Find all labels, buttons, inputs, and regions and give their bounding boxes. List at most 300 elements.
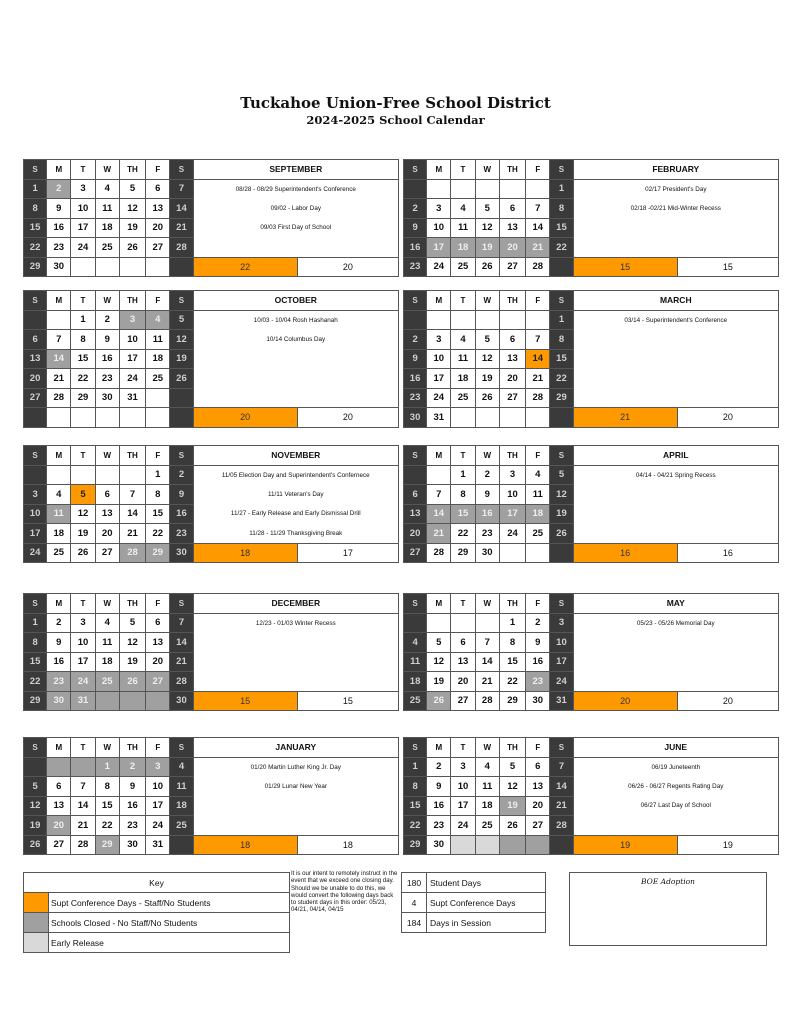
day-cell: 26 (550, 524, 573, 544)
event-text: 06/27 Last Day of School (573, 796, 778, 816)
day-cell: 19 (499, 796, 525, 816)
day-cell: 27 (499, 257, 525, 277)
day-cell: 20 (47, 816, 71, 836)
day-cell: 23 (404, 388, 427, 408)
day-cell: 17 (427, 238, 451, 258)
day-header: F (526, 160, 550, 180)
conference-days-count: 19 (573, 835, 677, 855)
day-cell: 30 (119, 835, 145, 855)
day-cell: 11 (47, 504, 71, 524)
day-cell: 10 (427, 349, 451, 369)
day-cell: 1 (404, 757, 427, 777)
day-cell: 4 (47, 485, 71, 505)
day-header: T (71, 738, 95, 758)
day-header: F (146, 160, 170, 180)
day-cell: 27 (146, 238, 170, 258)
day-cell: 12 (550, 485, 573, 505)
closing-note: It is our intent to remotely instruct in the event that we exceed one closing day. Should we be unable to do this, we would convert the following days back to student days in this order: 05/23, 04/21, 04/14, 04/15 (291, 870, 398, 914)
day-header: S (170, 738, 193, 758)
day-cell: 25 (47, 543, 71, 563)
conference-days-count: 16 (573, 543, 677, 563)
day-cell: 14 (119, 504, 145, 524)
day-cell: 28 (119, 543, 145, 563)
day-cell: 30 (427, 835, 451, 855)
day-cell (404, 613, 427, 633)
event-text (193, 816, 398, 836)
day-cell: 28 (550, 816, 573, 836)
day-header: F (526, 446, 550, 466)
event-text: 11/05 Election Day and Superintendent's Confernece (193, 465, 398, 485)
day-cell: 29 (499, 691, 525, 711)
day-cell: 14 (475, 652, 499, 672)
day-header: M (47, 594, 71, 614)
day-cell: 4 (170, 757, 193, 777)
day-cell: 24 (119, 369, 145, 389)
event-text: 02/18 -02/21 Mid-Winter Recess (573, 199, 778, 219)
day-header: TH (499, 738, 525, 758)
day-cell: 28 (475, 691, 499, 711)
day-cell: 28 (71, 835, 95, 855)
day-cell: 26 (119, 238, 145, 258)
day-cell (526, 835, 550, 855)
day-cell: 16 (170, 504, 193, 524)
day-cell: 10 (550, 633, 573, 653)
day-cell: 26 (24, 835, 47, 855)
day-cell: 31 (119, 388, 145, 408)
day-cell: 17 (119, 349, 145, 369)
day-cell: 18 (95, 652, 119, 672)
day-header: F (146, 291, 170, 311)
day-cell: 6 (526, 757, 550, 777)
day-cell: 21 (526, 238, 550, 258)
conference-days-count: 15 (193, 691, 297, 711)
day-header: S (404, 446, 427, 466)
day-cell: 29 (404, 835, 427, 855)
day-cell (499, 310, 525, 330)
day-cell: 1 (550, 179, 573, 199)
day-cell: 15 (404, 796, 427, 816)
day-cell: 3 (427, 330, 451, 350)
day-cell: 14 (47, 349, 71, 369)
day-header: TH (119, 594, 145, 614)
page-subtitle: 2024-2025 School Calendar (306, 113, 485, 127)
day-header: S (24, 738, 47, 758)
student-days-count: 20 (677, 408, 778, 428)
day-cell: 8 (499, 633, 525, 653)
day-cell: 15 (146, 504, 170, 524)
day-header: W (95, 291, 119, 311)
day-cell: 2 (427, 757, 451, 777)
day-cell: 16 (95, 349, 119, 369)
day-cell: 7 (475, 633, 499, 653)
day-cell: 14 (550, 777, 573, 797)
event-text (193, 652, 398, 672)
day-cell: 26 (499, 816, 525, 836)
day-cell: 21 (119, 524, 145, 544)
conference-days-count: 22 (193, 257, 297, 277)
day-header: TH (499, 446, 525, 466)
day-cell: 4 (146, 310, 170, 330)
day-header: S (24, 291, 47, 311)
day-cell: 16 (526, 652, 550, 672)
day-cell: 25 (146, 369, 170, 389)
day-cell: 18 (404, 672, 427, 692)
month-june (403, 737, 779, 855)
event-text (573, 816, 778, 836)
day-header: F (526, 738, 550, 758)
day-cell: 19 (475, 369, 499, 389)
day-cell: 31 (71, 691, 95, 711)
day-cell: 21 (475, 672, 499, 692)
day-cell (71, 257, 95, 277)
day-cell: 10 (71, 199, 95, 219)
day-cell (170, 408, 193, 428)
day-cell: 21 (526, 369, 550, 389)
event-text: 09/03 First Day of School (193, 218, 398, 238)
day-cell: 9 (170, 485, 193, 505)
day-cell: 18 (526, 504, 550, 524)
day-cell: 30 (95, 388, 119, 408)
student-days-count: 20 (297, 257, 398, 277)
day-cell: 15 (550, 349, 573, 369)
day-header: T (71, 291, 95, 311)
day-cell (427, 179, 451, 199)
day-cell: 18 (47, 524, 71, 544)
day-cell: 5 (475, 199, 499, 219)
day-header: TH (119, 160, 145, 180)
day-cell (119, 465, 145, 485)
page-title: Tuckahoe Union-Free School District (240, 94, 551, 112)
day-cell (499, 179, 525, 199)
day-cell: 27 (526, 816, 550, 836)
day-cell: 17 (146, 796, 170, 816)
day-cell (24, 465, 47, 485)
day-cell: 24 (71, 238, 95, 258)
day-cell (47, 310, 71, 330)
day-cell: 25 (451, 257, 475, 277)
day-cell: 19 (119, 218, 145, 238)
day-cell (71, 465, 95, 485)
day-cell (526, 310, 550, 330)
day-header: M (427, 291, 451, 311)
day-cell: 30 (170, 691, 193, 711)
day-cell: 13 (146, 199, 170, 219)
day-cell: 30 (170, 543, 193, 563)
day-cell: 5 (119, 179, 145, 199)
day-cell: 25 (475, 816, 499, 836)
day-cell: 1 (24, 179, 47, 199)
day-cell: 15 (24, 652, 47, 672)
day-cell: 22 (24, 672, 47, 692)
day-cell (24, 757, 47, 777)
day-cell (451, 179, 475, 199)
day-cell (170, 835, 193, 855)
day-cell: 20 (499, 369, 525, 389)
day-cell: 20 (146, 218, 170, 238)
day-cell: 25 (95, 672, 119, 692)
day-cell: 19 (475, 238, 499, 258)
day-header: TH (499, 594, 525, 614)
key-label: Supt Conference Days - Staff/No Students (49, 893, 290, 913)
day-cell (451, 613, 475, 633)
day-cell: 28 (170, 672, 193, 692)
day-cell (146, 388, 170, 408)
day-cell: 10 (71, 633, 95, 653)
day-cell: 30 (404, 408, 427, 428)
day-cell: 12 (170, 330, 193, 350)
day-cell: 2 (119, 757, 145, 777)
key-table (23, 872, 290, 953)
day-cell: 17 (71, 652, 95, 672)
day-cell: 10 (119, 330, 145, 350)
day-cell: 20 (404, 524, 427, 544)
day-cell (475, 408, 499, 428)
day-cell: 28 (427, 543, 451, 563)
day-cell: 12 (24, 796, 47, 816)
day-cell: 25 (404, 691, 427, 711)
day-cell: 3 (451, 757, 475, 777)
day-cell (526, 408, 550, 428)
day-cell: 1 (24, 613, 47, 633)
day-header: W (475, 160, 499, 180)
day-cell: 6 (24, 330, 47, 350)
day-cell: 20 (24, 369, 47, 389)
day-cell: 8 (24, 633, 47, 653)
day-cell: 15 (95, 796, 119, 816)
day-cell: 12 (427, 652, 451, 672)
day-cell (146, 691, 170, 711)
day-cell: 6 (499, 330, 525, 350)
event-text: 11/27 - Early Release and Early Dismissal Drill (193, 504, 398, 524)
day-cell: 31 (427, 408, 451, 428)
day-cell: 29 (24, 691, 47, 711)
day-cell: 24 (146, 816, 170, 836)
day-cell: 15 (550, 218, 573, 238)
day-cell: 6 (404, 485, 427, 505)
day-cell: 7 (550, 757, 573, 777)
day-cell: 7 (47, 330, 71, 350)
day-cell (146, 408, 170, 428)
day-cell: 19 (24, 816, 47, 836)
day-cell: 7 (427, 485, 451, 505)
event-text: 02/17 President's Day (573, 179, 778, 199)
day-cell: 16 (47, 652, 71, 672)
day-header: T (451, 291, 475, 311)
day-header: W (95, 594, 119, 614)
day-cell: 15 (71, 349, 95, 369)
day-header: M (47, 160, 71, 180)
day-cell: 13 (499, 349, 525, 369)
day-cell (119, 691, 145, 711)
day-cell: 5 (475, 330, 499, 350)
day-cell: 4 (95, 179, 119, 199)
day-cell: 27 (24, 388, 47, 408)
event-text (573, 672, 778, 692)
day-header: S (24, 594, 47, 614)
event-text: 12/23 - 01/03 Winter Recess (193, 613, 398, 633)
day-cell: 23 (95, 369, 119, 389)
day-cell: 9 (95, 330, 119, 350)
day-cell: 21 (170, 218, 193, 238)
day-header: TH (119, 446, 145, 466)
day-header: M (427, 738, 451, 758)
day-cell: 12 (119, 633, 145, 653)
day-cell: 13 (146, 633, 170, 653)
day-cell: 8 (95, 777, 119, 797)
day-cell: 23 (170, 524, 193, 544)
day-header: T (451, 738, 475, 758)
event-text: 01/20 Martin Luther King Jr. Day (193, 757, 398, 777)
day-cell: 19 (427, 672, 451, 692)
student-days-count: 17 (297, 543, 398, 563)
day-cell: 11 (404, 652, 427, 672)
day-cell: 23 (427, 816, 451, 836)
stat-value: 184 (402, 913, 427, 933)
day-cell: 4 (475, 757, 499, 777)
day-header: S (170, 291, 193, 311)
day-cell: 12 (71, 504, 95, 524)
day-cell: 16 (404, 238, 427, 258)
day-cell: 9 (47, 633, 71, 653)
day-cell (71, 757, 95, 777)
day-cell: 26 (427, 691, 451, 711)
day-cell: 18 (170, 796, 193, 816)
day-header: F (526, 291, 550, 311)
day-cell: 11 (475, 777, 499, 797)
day-cell: 17 (24, 524, 47, 544)
day-cell: 7 (526, 199, 550, 219)
day-header: T (451, 594, 475, 614)
day-header: T (451, 160, 475, 180)
day-cell: 18 (451, 238, 475, 258)
day-header: M (47, 446, 71, 466)
day-cell: 8 (404, 777, 427, 797)
day-cell: 6 (451, 633, 475, 653)
stat-value: 4 (402, 893, 427, 913)
day-cell: 17 (71, 218, 95, 238)
event-text (573, 369, 778, 389)
event-text (573, 330, 778, 350)
day-cell: 6 (499, 199, 525, 219)
day-cell: 15 (24, 218, 47, 238)
day-header: S (550, 594, 573, 614)
event-text (193, 672, 398, 692)
stat-label: Supt Conference Days (427, 893, 546, 913)
day-cell (427, 465, 451, 485)
day-cell (451, 835, 475, 855)
day-cell: 8 (550, 199, 573, 219)
day-cell: 29 (24, 257, 47, 277)
day-cell: 1 (71, 310, 95, 330)
event-text: 01/29 Lunar New Year (193, 777, 398, 797)
day-cell: 5 (24, 777, 47, 797)
day-cell: 8 (71, 330, 95, 350)
event-text: 11/28 - 11/29 Thanksgiving Break (193, 524, 398, 544)
day-cell (550, 408, 573, 428)
day-cell: 23 (526, 672, 550, 692)
day-header: W (475, 291, 499, 311)
key-label: Schools Closed - No Staff/No Students (49, 913, 290, 933)
day-cell: 14 (427, 504, 451, 524)
day-cell: 17 (499, 504, 525, 524)
day-cell: 1 (499, 613, 525, 633)
day-cell (499, 835, 525, 855)
day-cell: 11 (451, 218, 475, 238)
student-days-count: 16 (677, 543, 778, 563)
day-cell: 27 (499, 388, 525, 408)
stat-value: 180 (402, 873, 427, 893)
day-cell: 2 (526, 613, 550, 633)
day-cell: 3 (71, 613, 95, 633)
event-text (573, 218, 778, 238)
day-cell: 13 (404, 504, 427, 524)
month-name: JUNE (573, 738, 778, 758)
day-cell: 27 (404, 543, 427, 563)
conference-days-count: 21 (573, 408, 677, 428)
day-cell: 29 (71, 388, 95, 408)
day-cell: 13 (24, 349, 47, 369)
day-cell: 18 (475, 796, 499, 816)
event-text (193, 369, 398, 389)
day-cell: 19 (550, 504, 573, 524)
day-cell: 11 (451, 349, 475, 369)
day-cell (550, 257, 573, 277)
day-cell: 23 (475, 524, 499, 544)
day-cell: 16 (47, 218, 71, 238)
day-cell: 31 (146, 835, 170, 855)
event-text (573, 349, 778, 369)
day-cell: 28 (47, 388, 71, 408)
day-cell: 8 (146, 485, 170, 505)
day-cell (95, 408, 119, 428)
day-cell (526, 179, 550, 199)
month-name: JANUARY (193, 738, 398, 758)
day-cell: 3 (71, 179, 95, 199)
day-cell: 26 (170, 369, 193, 389)
day-header: F (146, 738, 170, 758)
day-cell: 27 (451, 691, 475, 711)
day-cell: 13 (526, 777, 550, 797)
day-cell: 6 (146, 179, 170, 199)
day-cell: 3 (119, 310, 145, 330)
day-cell: 26 (475, 388, 499, 408)
day-cell (95, 691, 119, 711)
day-cell: 20 (499, 238, 525, 258)
day-cell: 2 (47, 179, 71, 199)
day-cell: 15 (499, 652, 525, 672)
event-text: 08/28 - 08/29 Superintendent's Conference (193, 179, 398, 199)
day-header: S (550, 738, 573, 758)
day-header: TH (499, 160, 525, 180)
day-cell: 9 (119, 777, 145, 797)
day-cell: 28 (526, 388, 550, 408)
day-cell: 11 (95, 199, 119, 219)
day-cell (475, 613, 499, 633)
day-cell: 2 (170, 465, 193, 485)
day-cell (499, 543, 525, 563)
day-cell: 2 (404, 199, 427, 219)
day-header: W (475, 446, 499, 466)
day-cell (146, 257, 170, 277)
day-header: S (404, 291, 427, 311)
event-text (193, 796, 398, 816)
event-text (573, 388, 778, 408)
day-cell: 11 (526, 485, 550, 505)
event-text (193, 633, 398, 653)
day-cell: 2 (95, 310, 119, 330)
day-header: M (427, 446, 451, 466)
day-cell: 5 (119, 613, 145, 633)
